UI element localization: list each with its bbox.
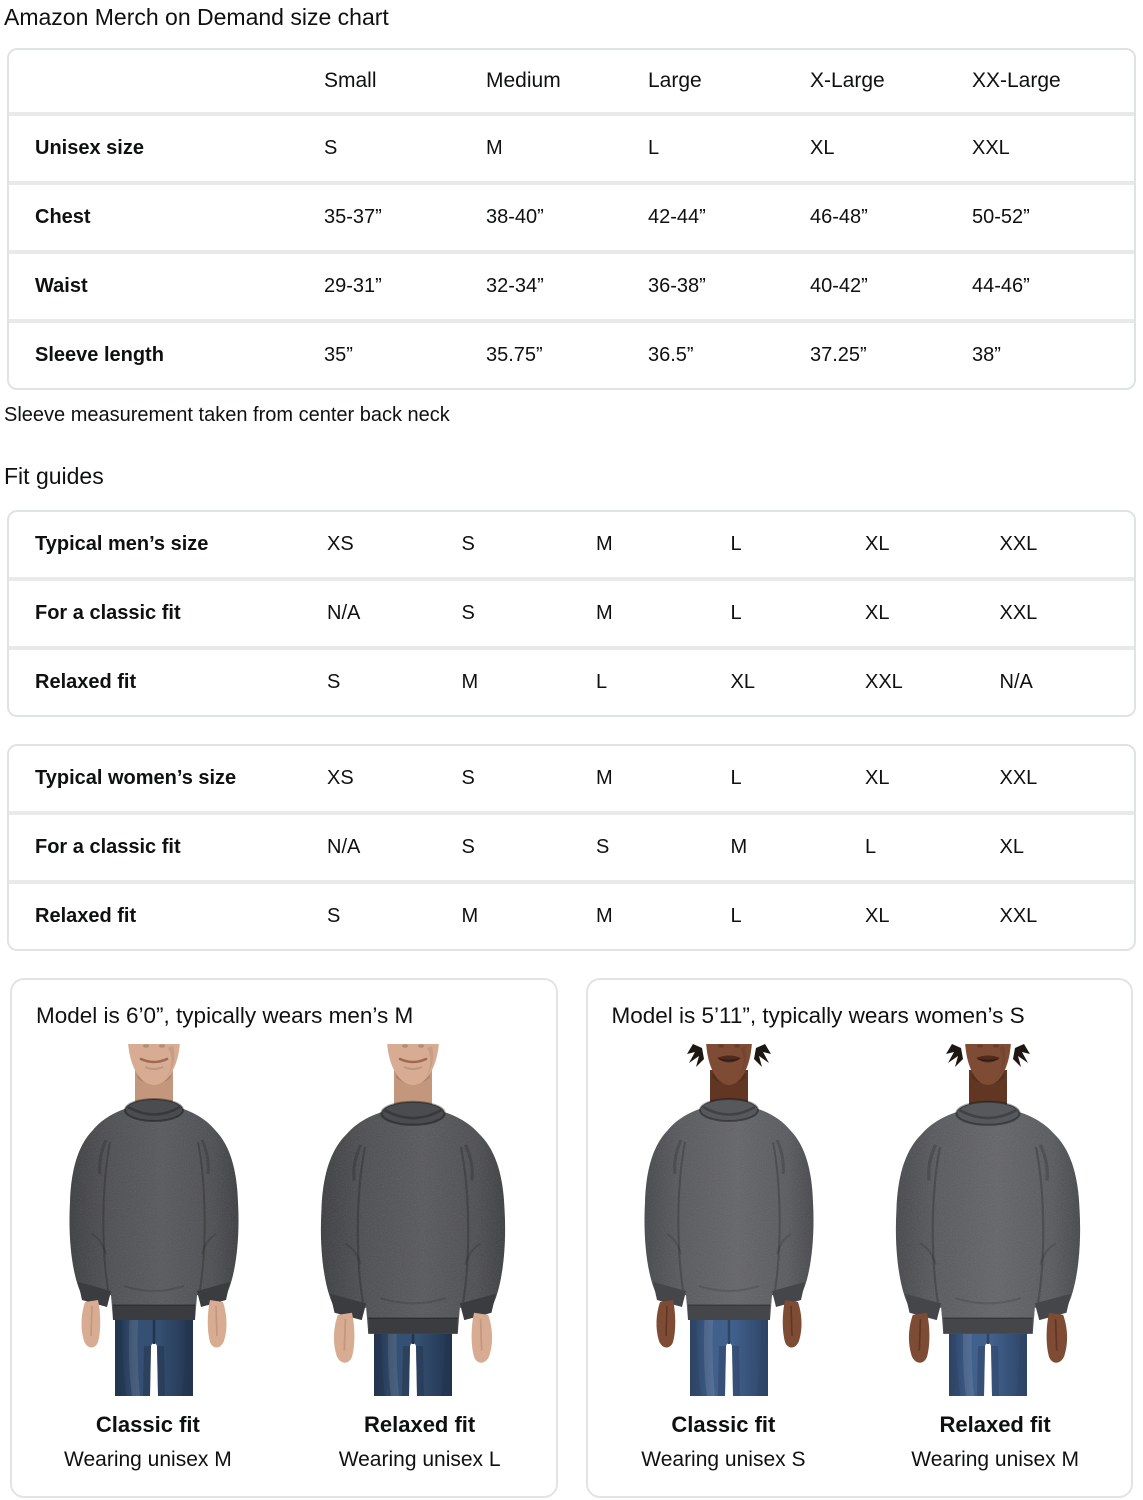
cell-value: XXL bbox=[999, 602, 1038, 624]
cell-value: 46-48” bbox=[810, 206, 868, 228]
table-row-typical-womens-size bbox=[9, 746, 1134, 811]
cell-value: M bbox=[461, 905, 479, 927]
photo-caption bbox=[284, 1412, 556, 1472]
cell-value: L bbox=[730, 767, 742, 789]
fit-guides-heading: Fit guides bbox=[4, 463, 104, 489]
cell-value: L bbox=[730, 905, 742, 927]
table-row-classic-fit bbox=[9, 811, 1134, 880]
table-row-classic-fit bbox=[9, 577, 1134, 646]
table-row-relaxed-fit bbox=[9, 646, 1134, 715]
column-header-small: Small bbox=[324, 69, 377, 92]
photos-row bbox=[588, 1044, 1132, 1396]
column-header-xx-large: XX-Large bbox=[972, 69, 1061, 92]
cell-value: N/A bbox=[327, 602, 361, 624]
table-row-sleeve-length bbox=[9, 319, 1134, 388]
page-title: Amazon Merch on Demand size chart bbox=[4, 4, 389, 30]
cell-value: 44-46” bbox=[972, 275, 1030, 297]
cell-value: XS bbox=[327, 767, 354, 789]
cell-value: XL bbox=[865, 533, 890, 555]
cell-value: 40-42” bbox=[810, 275, 868, 297]
column-header-medium: Medium bbox=[486, 69, 561, 92]
cell-value: 35.75” bbox=[486, 344, 543, 366]
column-header-x-large: X-Large bbox=[810, 69, 885, 92]
fit-label: Classic fit bbox=[671, 1412, 776, 1437]
row-label: For a classic fit bbox=[35, 602, 181, 624]
cell-value: M bbox=[730, 836, 748, 858]
cell-value: 38-40” bbox=[486, 206, 544, 228]
cell-value: XL bbox=[865, 905, 890, 927]
cell-value: S bbox=[461, 602, 475, 624]
row-label: Waist bbox=[35, 275, 88, 297]
row-label: Chest bbox=[35, 206, 91, 228]
womens-model-card bbox=[586, 978, 1134, 1498]
cell-value: 42-44” bbox=[648, 206, 706, 228]
table-row-relaxed-fit bbox=[9, 880, 1134, 949]
cell-value: M bbox=[486, 137, 503, 159]
column-header-large: Large bbox=[648, 69, 702, 92]
cell-value: L bbox=[730, 602, 742, 624]
cell-value: S bbox=[327, 905, 341, 927]
cell-value: L bbox=[596, 671, 608, 693]
cell-value: S bbox=[327, 671, 341, 693]
cell-value: XS bbox=[327, 533, 354, 555]
photo-caption bbox=[859, 1412, 1131, 1472]
fit-label: Relaxed fit bbox=[939, 1412, 1051, 1437]
cell-value: M bbox=[596, 905, 613, 927]
row-label: Relaxed fit bbox=[35, 671, 137, 693]
cell-value: M bbox=[596, 533, 613, 555]
cell-value: M bbox=[596, 767, 613, 789]
cell-value: M bbox=[461, 671, 479, 693]
photos-row bbox=[12, 1044, 556, 1396]
cell-value: 38” bbox=[972, 344, 1001, 366]
cell-value: XL bbox=[730, 671, 755, 693]
table-row-typical-mens-size bbox=[9, 512, 1134, 577]
wearing-label: Wearing unisex S bbox=[641, 1448, 806, 1471]
row-label: Typical men’s size bbox=[35, 533, 209, 555]
fit-label: Relaxed fit bbox=[363, 1412, 476, 1437]
table-header-row bbox=[9, 50, 1134, 112]
row-label: Typical women’s size bbox=[35, 767, 237, 789]
card-title: Model is 5’11”, typically wears women’s S bbox=[611, 1003, 1025, 1028]
photo-caption bbox=[12, 1412, 284, 1472]
cell-value: S bbox=[461, 533, 475, 555]
cell-value: S bbox=[461, 836, 475, 858]
photo-caption bbox=[588, 1412, 860, 1472]
cell-value: L bbox=[648, 137, 660, 159]
cell-value: S bbox=[324, 137, 338, 159]
cell-value: S bbox=[596, 836, 610, 858]
cell-value: 32-34” bbox=[486, 275, 544, 297]
cell-value: L bbox=[865, 836, 877, 858]
cell-value: 50-52” bbox=[972, 206, 1030, 228]
captions-row bbox=[588, 1412, 1132, 1472]
wearing-label: Wearing unisex L bbox=[338, 1448, 501, 1471]
row-label: Relaxed fit bbox=[35, 905, 137, 927]
mens-fit-table bbox=[7, 510, 1136, 717]
mens-model-card bbox=[10, 978, 558, 1498]
cell-value: XL bbox=[810, 137, 835, 159]
table-row-unisex-size bbox=[9, 112, 1134, 181]
row-label: Sleeve length bbox=[35, 344, 164, 366]
captions-row bbox=[12, 1412, 556, 1472]
cell-value: 35-37” bbox=[324, 206, 382, 228]
cell-value: XXL bbox=[865, 671, 903, 693]
cell-value: XXL bbox=[999, 905, 1038, 927]
cell-value: XXL bbox=[972, 137, 1010, 159]
cell-value: XL bbox=[865, 602, 890, 624]
cell-value: XL bbox=[999, 836, 1024, 858]
cell-value: L bbox=[730, 533, 742, 555]
model-photo-relaxed-fit bbox=[866, 1044, 1111, 1396]
cell-value: XXL bbox=[999, 767, 1038, 789]
fit-label: Classic fit bbox=[95, 1412, 200, 1437]
model-photo-relaxed-fit bbox=[291, 1044, 536, 1396]
cell-value: S bbox=[461, 767, 475, 789]
cell-value: N/A bbox=[327, 836, 361, 858]
table-row-waist bbox=[9, 250, 1134, 319]
cell-value: 36.5” bbox=[648, 344, 694, 366]
cell-value: XL bbox=[865, 767, 890, 789]
size-table bbox=[7, 48, 1136, 390]
cell-value: N/A bbox=[999, 671, 1033, 693]
wearing-label: Wearing unisex M bbox=[911, 1448, 1079, 1471]
table-row-chest bbox=[9, 181, 1134, 250]
model-photo-classic-fit bbox=[32, 1044, 277, 1396]
model-cards-row bbox=[10, 978, 1133, 1498]
model-photo-classic-fit bbox=[607, 1044, 852, 1396]
row-label: For a classic fit bbox=[35, 836, 181, 858]
card-title: Model is 6’0”, typically wears men’s M bbox=[36, 1003, 414, 1028]
cell-value: XXL bbox=[999, 533, 1038, 555]
cell-value: 29-31” bbox=[324, 275, 382, 297]
cell-value: 35” bbox=[324, 344, 353, 366]
cell-value: 36-38” bbox=[648, 275, 706, 297]
cell-value: 37.25” bbox=[810, 344, 867, 366]
row-label: Unisex size bbox=[35, 137, 144, 159]
sleeve-measurement-note: Sleeve measurement taken from center back neck bbox=[4, 404, 450, 426]
cell-value: M bbox=[596, 602, 613, 624]
womens-fit-table bbox=[7, 744, 1136, 951]
wearing-label: Wearing unisex M bbox=[64, 1448, 232, 1471]
